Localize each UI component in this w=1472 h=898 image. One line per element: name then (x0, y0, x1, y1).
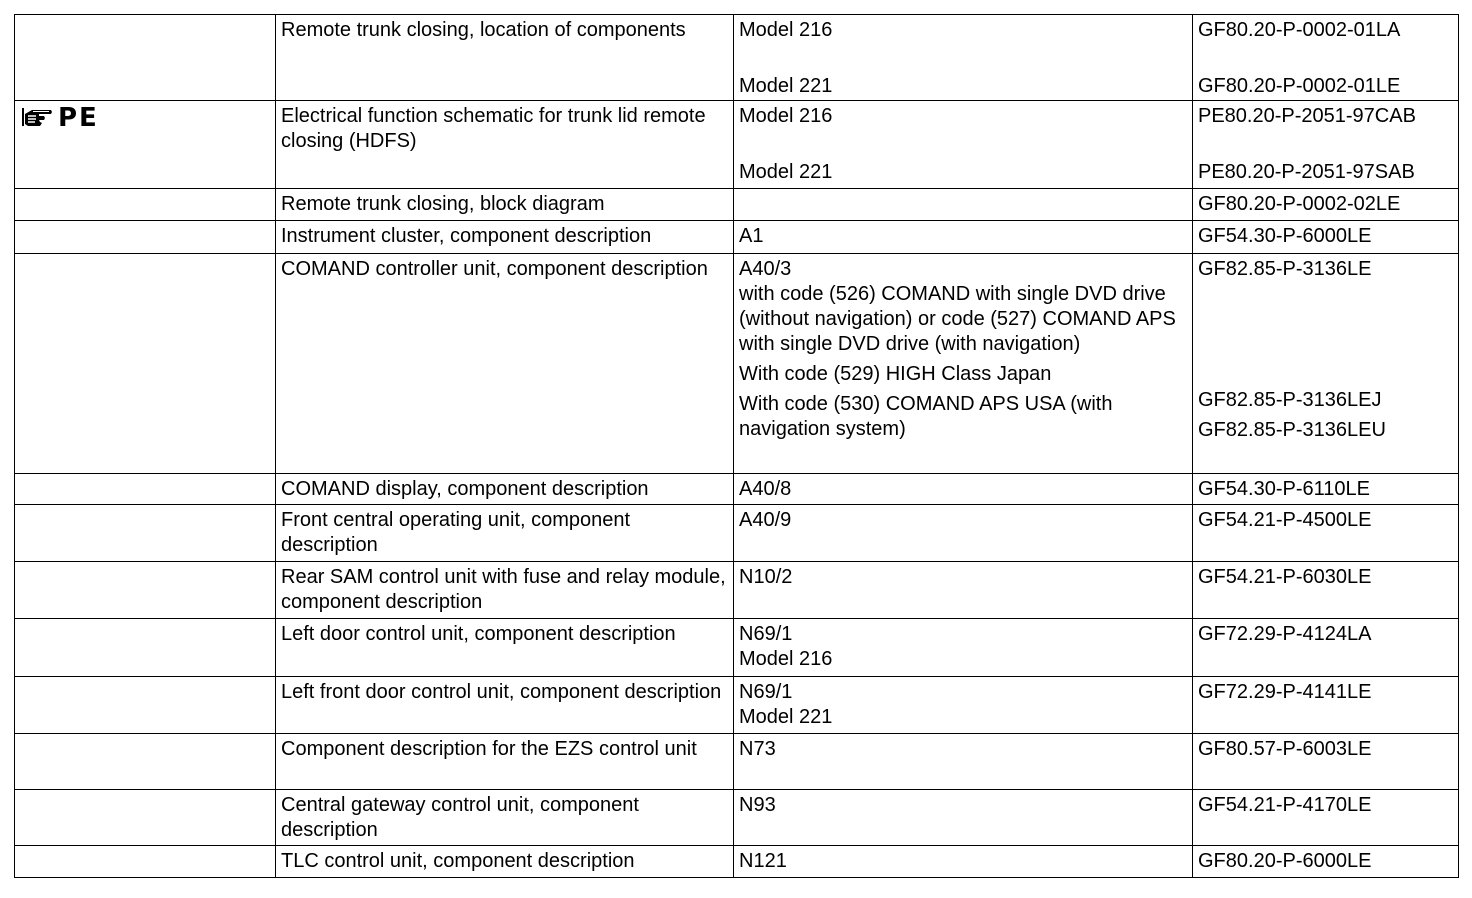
description-cell: COMAND display, component description (276, 474, 734, 505)
table-row (15, 619, 1459, 677)
condition-cell (734, 619, 1193, 677)
condition-text: N69/1 (739, 681, 793, 703)
symbol-cell (15, 15, 276, 101)
symbol-cell (15, 734, 276, 790)
symbol-cell (15, 189, 276, 221)
document-number: GF82.85-P-3136LE (1198, 258, 1372, 280)
condition-detail: Model 216 (739, 648, 833, 670)
description-cell: Central gateway control unit, component description (276, 790, 734, 846)
symbol-cell (15, 101, 276, 189)
document-cell: GF72.29-P-4124LA (1193, 619, 1459, 677)
document-number: GF82.85-P-3136LEU (1198, 419, 1386, 441)
symbol-cell (15, 619, 276, 677)
document-cell: GF54.30-P-6110LE (1193, 474, 1459, 505)
document-number: GF80.20-P-0002-01LA (1198, 19, 1401, 41)
symbol-cell (15, 254, 276, 474)
table-row (15, 734, 1459, 790)
document-cell: GF54.21-P-6030LE (1193, 562, 1459, 619)
description-cell: Remote trunk closing, location of components (276, 15, 734, 101)
document-number: GF80.20-P-0002-01LE (1198, 75, 1401, 97)
description-cell: Electrical function schematic for trunk lid remote closing (HDFS) (276, 101, 734, 189)
document-reference-table (14, 14, 1459, 878)
condition-cell (734, 101, 1193, 189)
table-row (15, 846, 1459, 878)
condition-text: A40/3 (739, 258, 792, 280)
description-cell: Front central operating unit, component description (276, 505, 734, 562)
condition-text: N69/1 (739, 623, 793, 645)
condition-cell: N73 (734, 734, 1193, 790)
condition-text: Model 221 (739, 75, 833, 97)
condition-text: With code (530) COMAND APS USA (with navigation system) (739, 393, 1113, 440)
document-cell (1193, 101, 1459, 189)
document-number: PE80.20-P-2051-97SAB (1198, 161, 1415, 183)
table-row (15, 101, 1459, 189)
pointing-hand-icon (20, 105, 54, 131)
document-cell: GF80.57-P-6003LE (1193, 734, 1459, 790)
table-row (15, 505, 1459, 562)
description-cell: Instrument cluster, component description (276, 221, 734, 254)
condition-cell (734, 677, 1193, 734)
document-number: GF82.85-P-3136LEJ (1198, 389, 1382, 411)
condition-text: Model 216 (739, 19, 833, 41)
document-cell: GF80.20-P-0002-02LE (1193, 189, 1459, 221)
table-row (15, 15, 1459, 101)
pe-label: PE (58, 103, 99, 133)
description-cell: Left front door control unit, component description (276, 677, 734, 734)
table-row (15, 790, 1459, 846)
description-cell: TLC control unit, component description (276, 846, 734, 878)
condition-detail: Model 221 (739, 706, 833, 728)
symbol-cell (15, 677, 276, 734)
condition-cell: A40/9 (734, 505, 1193, 562)
table-row (15, 562, 1459, 619)
condition-text: Model 221 (739, 161, 833, 183)
symbol-cell (15, 221, 276, 254)
symbol-cell (15, 474, 276, 505)
description-cell: COMAND controller unit, component description (276, 254, 734, 474)
condition-cell: N93 (734, 790, 1193, 846)
table-row (15, 677, 1459, 734)
document-cell (1193, 254, 1459, 474)
description-cell: Component description for the EZS control unit (276, 734, 734, 790)
condition-cell: N121 (734, 846, 1193, 878)
condition-cell (734, 254, 1193, 474)
condition-cell: N10/2 (734, 562, 1193, 619)
symbol-cell (15, 505, 276, 562)
document-cell: GF80.20-P-6000LE (1193, 846, 1459, 878)
condition-detail: with code (526) COMAND with single DVD drive (without navigation) or code (527) COMAND APS with single DVD drive (with navigation) (739, 283, 1176, 355)
table-row (15, 474, 1459, 505)
description-cell: Rear SAM control unit with fuse and relay module, component description (276, 562, 734, 619)
description-cell: Remote trunk closing, block diagram (276, 189, 734, 221)
condition-text: Model 216 (739, 105, 833, 127)
condition-cell: A40/8 (734, 474, 1193, 505)
table-row (15, 254, 1459, 474)
table-row (15, 189, 1459, 221)
condition-cell: A1 (734, 221, 1193, 254)
document-cell: GF54.21-P-4500LE (1193, 505, 1459, 562)
symbol-cell (15, 790, 276, 846)
condition-text: With code (529) HIGH Class Japan (739, 363, 1052, 385)
document-cell: GF54.30-P-6000LE (1193, 221, 1459, 254)
description-cell: Left door control unit, component description (276, 619, 734, 677)
document-number: PE80.20-P-2051-97CAB (1198, 105, 1416, 127)
table-row (15, 221, 1459, 254)
symbol-cell (15, 562, 276, 619)
condition-cell (734, 189, 1193, 221)
symbol-cell (15, 846, 276, 878)
document-cell: GF72.29-P-4141LE (1193, 677, 1459, 734)
document-cell: GF54.21-P-4170LE (1193, 790, 1459, 846)
document-cell (1193, 15, 1459, 101)
condition-cell (734, 15, 1193, 101)
